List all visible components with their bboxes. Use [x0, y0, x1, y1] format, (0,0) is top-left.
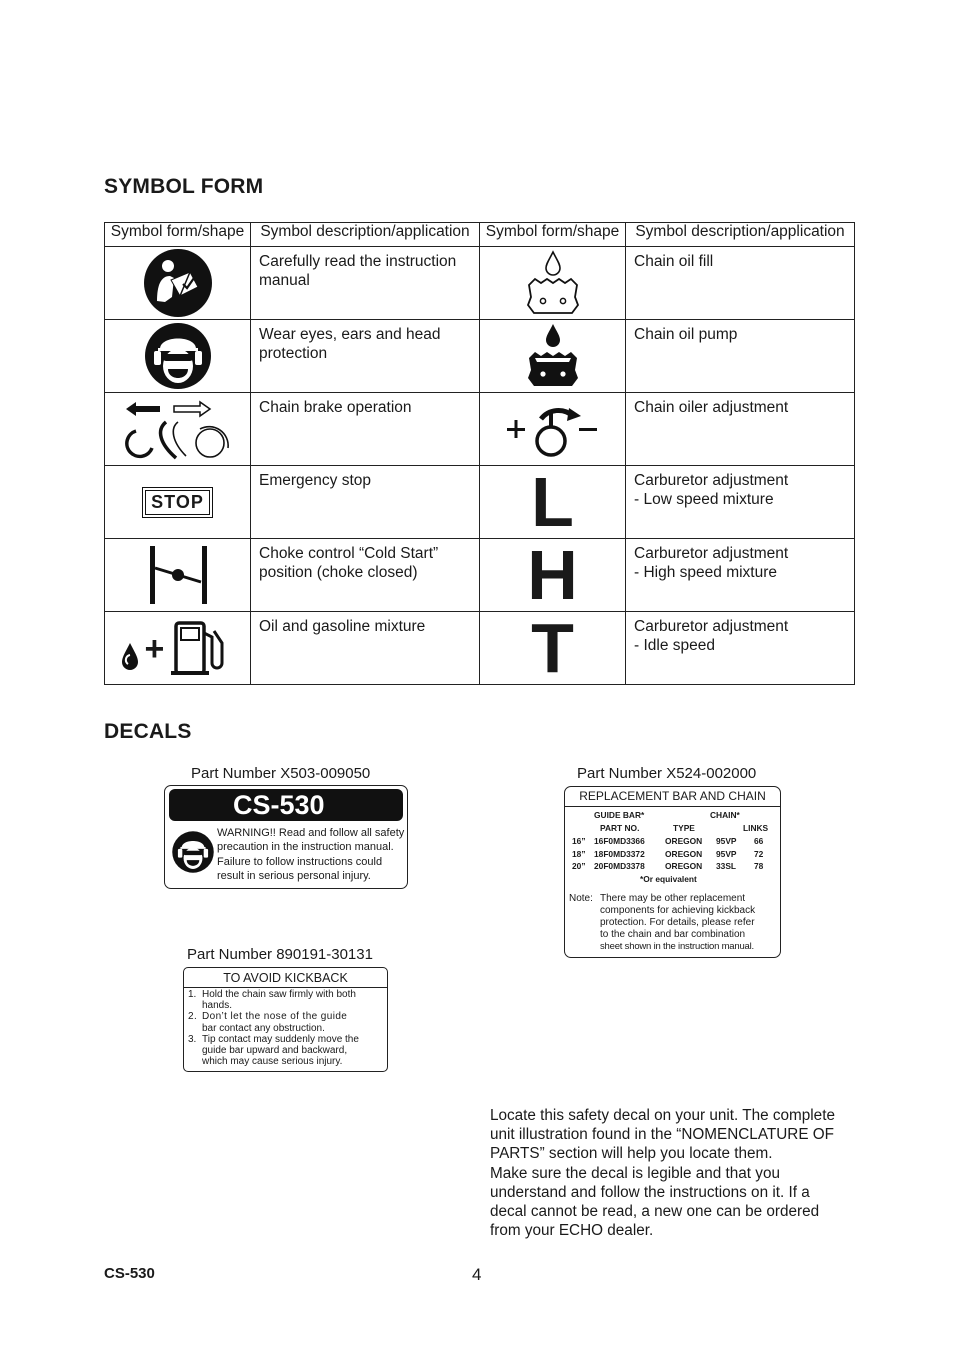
- oiler-adjustment-icon: [480, 393, 626, 466]
- table-row: [105, 393, 855, 466]
- eye-ear-head-protection-icon: [105, 320, 251, 393]
- decal3-part-number: Part Number 890191-30131: [187, 946, 373, 963]
- decal2-note: There may be other replacement components for achieving kickback protection. For details, please refer to the chain and bar combination sheet shown in the instruction manual.: [600, 893, 756, 952]
- stop-icon: [105, 466, 251, 539]
- decal1-warning-text: WARNING!! Read and follow all safety precaution in the instruction manual. Failure to follow instructions could result in serious personal injury.: [217, 827, 405, 882]
- stop-label: STOP: [145, 490, 210, 515]
- table-row: [105, 612, 855, 685]
- header-symbol-description: Symbol description/application: [251, 223, 480, 247]
- decal1-model-banner: [169, 789, 403, 821]
- chain-oil-fill-icon: [480, 247, 626, 320]
- protection-icon: [171, 830, 215, 874]
- plus-sign: +: [144, 630, 165, 668]
- letter-t-icon: T: [480, 612, 626, 685]
- symbol-description: Choke control “Cold Start” position (choke closed): [251, 539, 480, 612]
- symbol-table: [104, 222, 855, 685]
- table-row: [105, 539, 855, 612]
- table-row: [105, 320, 855, 393]
- letter-l-icon: L: [480, 466, 626, 539]
- header-symbol-form: Symbol form/shape: [105, 223, 251, 247]
- decal-instructions-paragraph: Locate this safety decal on your unit. The complete unit illustration found in the “NOMENCLATURE OF PARTS” section will help you locate them. Make sure the decal is legible and that you understand and follow the instructions on it. If a decal cannot be read, a new one can be ordered from your ECHO dealer.: [490, 1107, 835, 1240]
- symbol-description: Carburetor adjustment - Idle speed: [626, 612, 855, 685]
- symbol-description: Wear eyes, ears and head protection: [251, 320, 480, 393]
- decal-replacement-bar-chain: REPLACEMENT BAR AND CHAIN GUIDE BAR* CHAIN* PART NO. TYPE LINKS 16” 16F0MD3366 OREGON 95VP 66 18” 18F0MD3372 OREGON 95VP 72 20” 20F0MD3378 OREGON 33SL 78 *Or equivalent Note: There may be other replacement components for achieving kickback protection. For details, please refer to the chain and bar combination sheet shown in the instruction manual.: [564, 786, 781, 958]
- symbol-description: Chain oiler adjustment: [626, 393, 855, 466]
- symbol-description: Chain oil fill: [626, 247, 855, 320]
- decal1-model: CS-530: [233, 790, 325, 820]
- oil-gasoline-mixture-icon: [105, 612, 251, 685]
- decal2-note-label: Note:: [569, 893, 593, 904]
- header-symbol-description: Symbol description/application: [626, 223, 855, 247]
- list-item: 2. Don’t let the nose of the guide bar contact any obstruction.: [188, 1011, 348, 1034]
- decal-avoid-kickback: [183, 967, 388, 1072]
- decal2-title: REPLACEMENT BAR AND CHAIN: [565, 787, 780, 807]
- table-row: [105, 247, 855, 320]
- decal1-part-number: Part Number X503-009050: [191, 765, 371, 782]
- symbol-description: Carefully read the instruction manual: [251, 247, 480, 320]
- symbol-description: Oil and gasoline mixture: [251, 612, 480, 685]
- symbol-description: Chain brake operation: [251, 393, 480, 466]
- decal3-list: [188, 989, 386, 1067]
- symbol-description: Carburetor adjustment - High speed mixture: [626, 539, 855, 612]
- decal2-equivalent: *Or equivalent: [640, 874, 697, 884]
- decal2-part-number: Part Number X524-002000: [577, 765, 757, 782]
- page-number: 4: [472, 1265, 482, 1284]
- decals-heading: DECALS: [104, 720, 192, 743]
- symbol-description: Emergency stop: [251, 466, 480, 539]
- table-row: [105, 466, 855, 539]
- decal-cs530-warning: [164, 785, 408, 889]
- symbol-description: Carburetor adjustment - Low speed mixture: [626, 466, 855, 539]
- list-item: 3. Tip contact may suddenly move the guide bar upward and backward, which may cause serious injury.: [188, 1033, 359, 1068]
- symbol-form-heading: SYMBOL FORM: [104, 175, 264, 198]
- decal3-title: TO AVOID KICKBACK: [184, 968, 387, 988]
- footer-model: CS-530: [104, 1265, 155, 1282]
- list-item: 1. Hold the chain saw firmly with both hands.: [188, 989, 356, 1012]
- read-manual-icon: [105, 247, 251, 320]
- letter-h-icon: H: [480, 539, 626, 612]
- symbol-description: Chain oil pump: [626, 320, 855, 393]
- chain-oil-pump-icon: [480, 320, 626, 393]
- chain-brake-icon: [105, 393, 251, 466]
- choke-icon: [105, 539, 251, 612]
- header-symbol-form: Symbol form/shape: [480, 223, 626, 247]
- symbol-table-header: [105, 223, 855, 247]
